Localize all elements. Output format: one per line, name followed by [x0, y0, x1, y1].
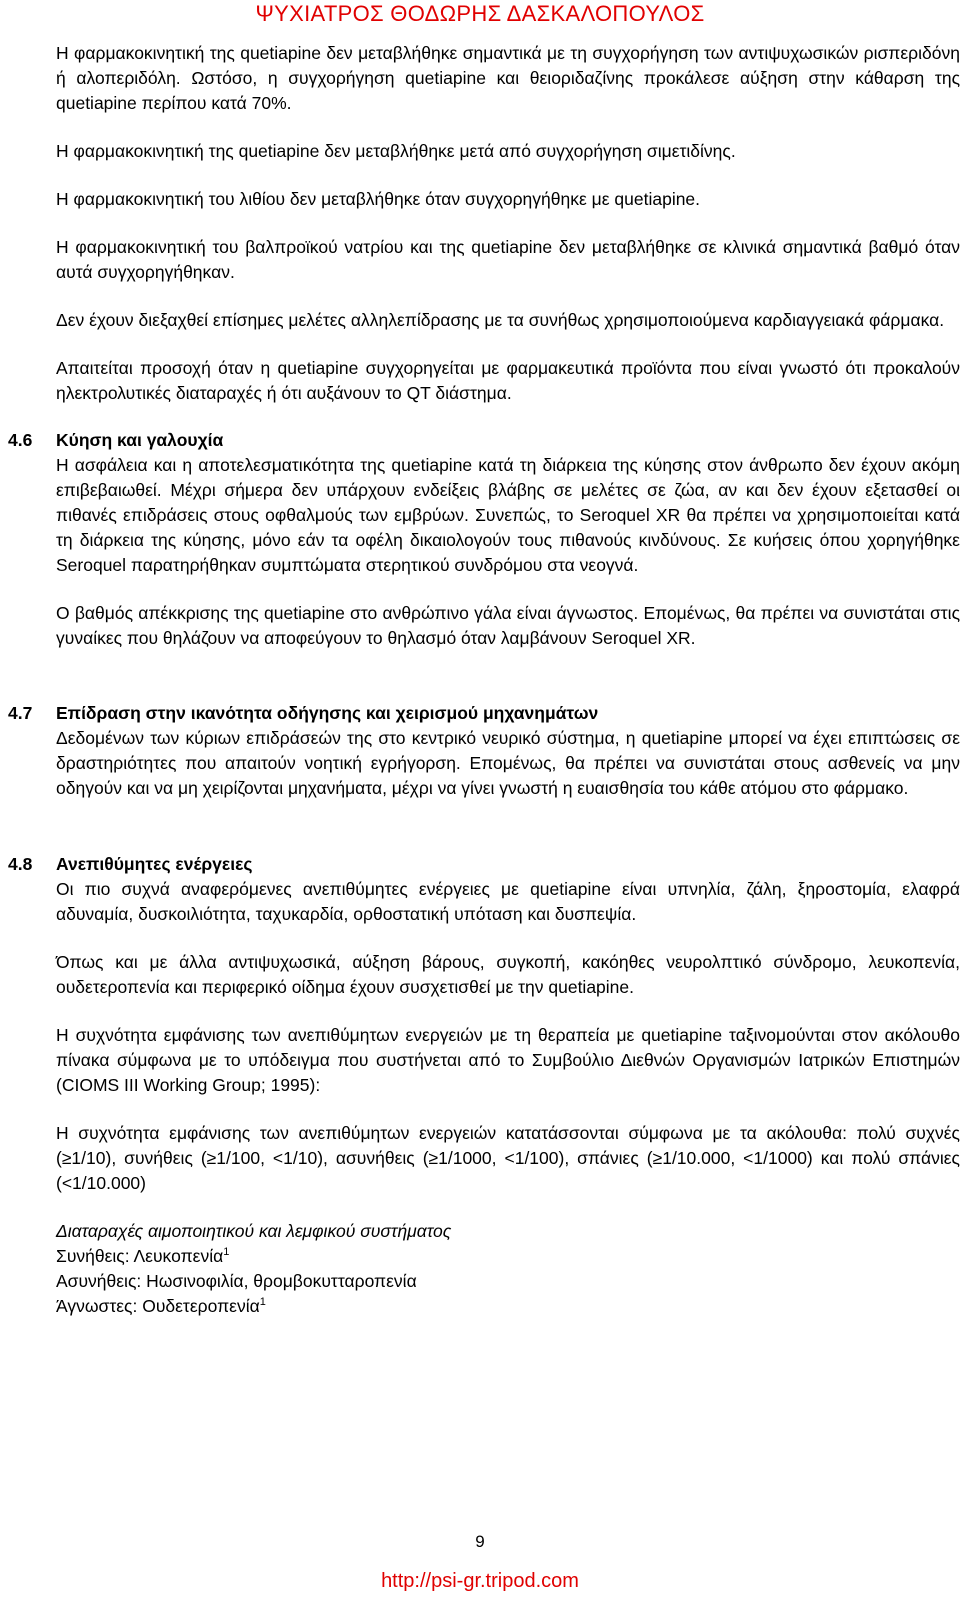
- paragraph-common-adverse: Οι πιο συχνά αναφερόμενες ανεπιθύμητες ενέργειες με quetiapine είναι υπνηλία, ζάλη, ξηροστομία, ελαφρά αδυναμία, δυσκοιλιότητα, ταχυκαρδία, ορθοστατική υπόταση και δυσπεψία.: [56, 879, 960, 924]
- section-heading-4-8: [8, 852, 960, 877]
- page-number: 9: [475, 1532, 485, 1551]
- section-title: Ανεπιθύμητες ενέργειες: [56, 854, 253, 874]
- paragraph-cioms: Η συχνότητα εμφάνισης των ανεπιθύμητων ενεργειών με τη θεραπεία με quetiapine ταξινομούνται στον ακόλουθο πίνακα σύμφωνα με το υπόδειγμα που συστήνεται από το Συμβούλιο Διεθνών Οργανισμών Ιατρικών Επιστημών (CIOMS III Working Group; 1995):: [56, 1025, 960, 1095]
- list-item-uncommon: Ασυνήθεις: Ηωσινοφιλία, θρομβοκυτταροπενία: [56, 1271, 417, 1291]
- paragraph-driving: Δεδομένων των κύριων επιδράσεών της στο κεντρικό νευρικό σύστημα, η quetiapine μπορεί να έχει επιπτώσεις σε δραστηριότητες που απαιτούν νοητική εγρήγορση. Επομένως, θα πρέπει να συνιστάται στους ασθενείς να μην οδηγούν και να μη χειρίζονται μηχανήματα, μέχρι να γίνει γνωστή η ευαισθησία του κάθε ατόμου στο φάρμακο.: [56, 728, 960, 798]
- section-title: Επίδραση στην ικανότητα οδήγησης και χειρισμού μηχανημάτων: [56, 703, 599, 723]
- paragraph-lactation: Ο βαθμός απέκκρισης της quetiapine στο ανθρώπινο γάλα είναι άγνωστος. Επομένως, θα πρέπει να συνιστάται στις γυναίκες που θηλάζουν να αποφεύγουν το θηλασμό όταν λαμβάνουν Seroquel XR.: [56, 603, 960, 648]
- footnote-marker: 1: [259, 1296, 266, 1309]
- section-number: 4.8: [8, 854, 33, 874]
- section-heading-4-7: [8, 701, 960, 726]
- paragraph-frequency-definitions: Η συχνότητα εμφάνισης των ανεπιθύμητων ενεργειών κατατάσσονται σύμφωνα με τα ακόλουθα: πολύ συχνές (≥1/10), συνήθεις (≥1/100, <1/10), ασυνήθεις (≥1/1000, <1/100), σπάνιες (≥1/10.000, <1/1000) και πολύ σπάνιες (<1/10.000): [56, 1123, 960, 1193]
- paragraph-cimetidine: Η φαρμακοκινητική της quetiapine δεν μεταβλήθηκε μετά από συγχορήγηση σιμετιδίνης.: [56, 141, 736, 161]
- list-item-unknown: [56, 1294, 960, 1319]
- document-body: [8, 41, 960, 1319]
- paragraph-interactions-antipsychotics: Η φαρμακοκινητική της quetiapine δεν μεταβλήθηκε σημαντικά με τη συγχορήγηση των αντιψυχωσικών ρισπεριδόνη ή αλοπεριδόλη. Ωστόσο, η συγχορήγηση quetiapine και θειοριδαζίνης προκάλεσε αύξηση στην κάθαρση της quetiapine περίπου κατά 70%.: [56, 43, 960, 113]
- paragraph-other-antipsychotics: Όπως και με άλλα αντιψυχωσικά, αύξηση βάρους, συγκοπή, κακόηθες νευρολπτικό σύνδρομο, λευκοπενία, ουδετεροπενία και περιφερικό οίδημα έχουν συσχετισθεί με την quetiapine.: [56, 952, 960, 997]
- section-number: 4.6: [8, 430, 33, 450]
- list-item-text: Άγνωστες: Ουδετεροπενία: [56, 1296, 260, 1316]
- section-heading-4-6: [8, 428, 960, 453]
- paragraph-qt-interval: Απαιτείται προσοχή όταν η quetiapine συγχορηγείται με φαρμακευτικά προϊόντα που είναι γνωστό ότι προκαλούν ηλεκτρολυτικές διαταραχές ή ότι αυξάνουν το QT διάστημα.: [56, 358, 960, 403]
- subheading-blood-disorders: Διαταραχές αιμοποιητικού και λεμφικού συστήματος: [56, 1221, 452, 1241]
- list-item-common: [56, 1244, 960, 1269]
- footer-link[interactable]: http://psi-gr.tripod.com: [381, 1570, 579, 1592]
- page-header: ΨΥΧΙΑΤΡΟΣ ΘΟΔΩΡΗΣ ΔΑΣΚΑΛΟΠΟΥΛΟΣ: [255, 1, 705, 26]
- section-title: Κύηση και γαλουχία: [56, 430, 224, 450]
- paragraph-lithium: Η φαρμακοκινητική του λιθίου δεν μεταβλήθηκε όταν συγχορηγήθηκε με quetiapine.: [56, 189, 701, 209]
- paragraph-valproate: Η φαρμακοκινητική του βαλπροϊκού νατρίου και της quetiapine δεν μεταβλήθηκε σε κλινικά σημαντικά βαθμό όταν αυτά συγχορηγήθηκαν.: [56, 237, 960, 282]
- paragraph-cardiovascular: Δεν έχουν διεξαχθεί επίσημες μελέτες αλληλεπίδρασης με τα συνήθως χρησιμοποιούμενα καρδιαγγειακά φάρμακα.: [56, 310, 945, 330]
- footnote-marker: 1: [223, 1246, 230, 1259]
- paragraph-pregnancy: Η ασφάλεια και η αποτελεσματικότητα της quetiapine κατά τη διάρκεια της κύησης στον άνθρωπο δεν έχουν ακόμη επιβεβαιωθεί. Μέχρι σήμερα δεν υπάρχουν ενδείξεις βλάβης σε μελέτες σε ζώα, αν και δεν έχουν εξετασθεί οι πιθανές επιδράσεις στους οφθαλμούς των εμβρύων. Συνεπώς, το Seroquel XR θα πρέπει να χρησιμοποιείται κατά τη διάρκεια της κύησης, μόνο εάν τα οφέλη δικαιολογούν τους πιθανούς κινδύνους. Σε κυήσεις όπου χορηγήθηκε Seroquel παρατηρήθηκαν συμπτώματα στερητικού συνδρόμου στα νεογνά.: [56, 455, 960, 575]
- section-number: 4.7: [8, 703, 33, 723]
- list-item-text: Συνήθεις: Λευκοπενία: [56, 1246, 224, 1266]
